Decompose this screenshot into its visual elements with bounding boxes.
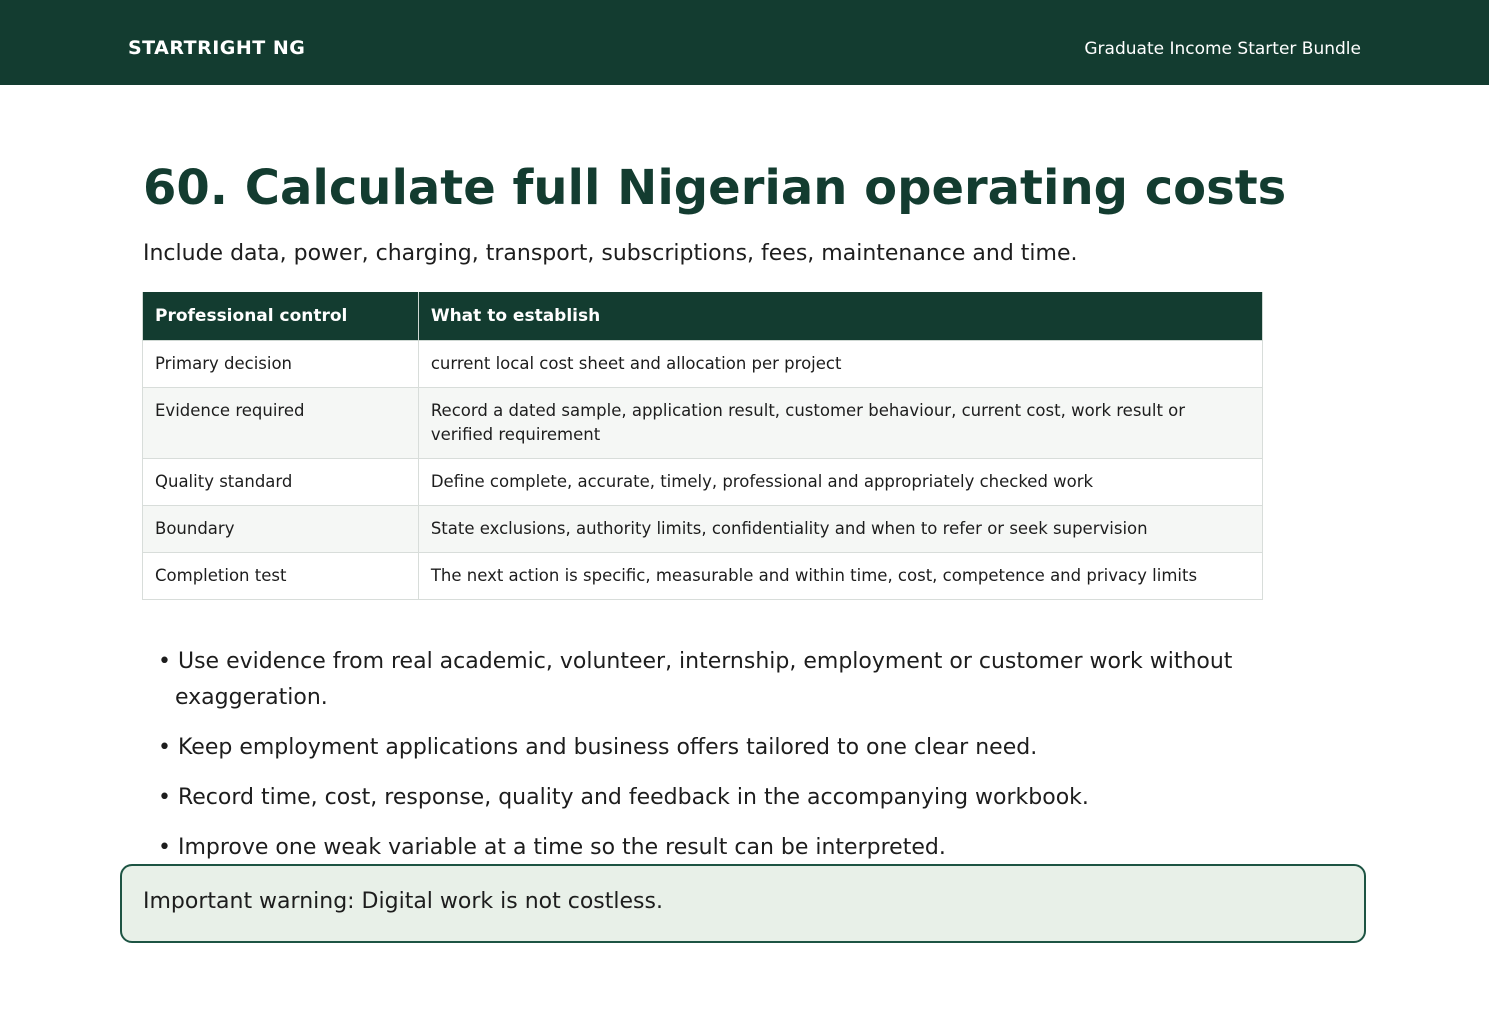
table-header-row — [143, 292, 1263, 341]
list-item: • Keep employment applications and business offers tailored to one clear need. — [158, 735, 1038, 760]
row-value: State exclusions, authority limits, confidentiality and when to refer or seek supervision — [418, 506, 1262, 553]
page-subtitle: Include data, power, charging, transport, subscriptions, fees, maintenance and time. — [143, 241, 1078, 266]
column-header-establish: What to establish — [418, 292, 1262, 341]
list-item: • Record time, cost, response, quality and feedback in the accompanying workbook. — [158, 785, 1089, 810]
list-item: • Improve one weak variable at a time so the result can be interpreted. — [158, 835, 946, 860]
row-label: Evidence required — [143, 388, 419, 459]
row-label: Completion test — [143, 553, 419, 600]
guidance-list — [158, 644, 1318, 880]
bundle-name: Graduate Income Starter Bundle — [1084, 39, 1361, 59]
row-label: Boundary — [143, 506, 419, 553]
warning-text: Important warning: Digital work is not costless. — [143, 889, 663, 914]
warning-callout — [120, 864, 1366, 943]
row-label: Quality standard — [143, 459, 419, 506]
column-header-control: Professional control — [143, 292, 419, 341]
brand-name: STARTRIGHT NG — [128, 37, 306, 59]
row-label: Primary decision — [143, 341, 419, 388]
page-title: 60. Calculate full Nigerian operating costs — [143, 160, 1287, 216]
row-value: The next action is specific, measurable and within time, cost, competence and privacy limits — [418, 553, 1262, 600]
table-row — [143, 388, 1263, 459]
row-value: Record a dated sample, application result, customer behaviour, current cost, work result or verified requirement — [418, 388, 1262, 459]
row-value: Define complete, accurate, timely, professional and appropriately checked work — [418, 459, 1262, 506]
list-item: • Use evidence from real academic, volunteer, internship, employment or customer work without exaggeration. — [158, 649, 1233, 710]
table-row — [143, 506, 1263, 553]
table-row — [143, 553, 1263, 600]
table-row — [143, 459, 1263, 506]
controls-table — [142, 292, 1263, 600]
row-value: current local cost sheet and allocation per project — [418, 341, 1262, 388]
top-header-bar — [0, 0, 1489, 85]
table-row — [143, 341, 1263, 388]
